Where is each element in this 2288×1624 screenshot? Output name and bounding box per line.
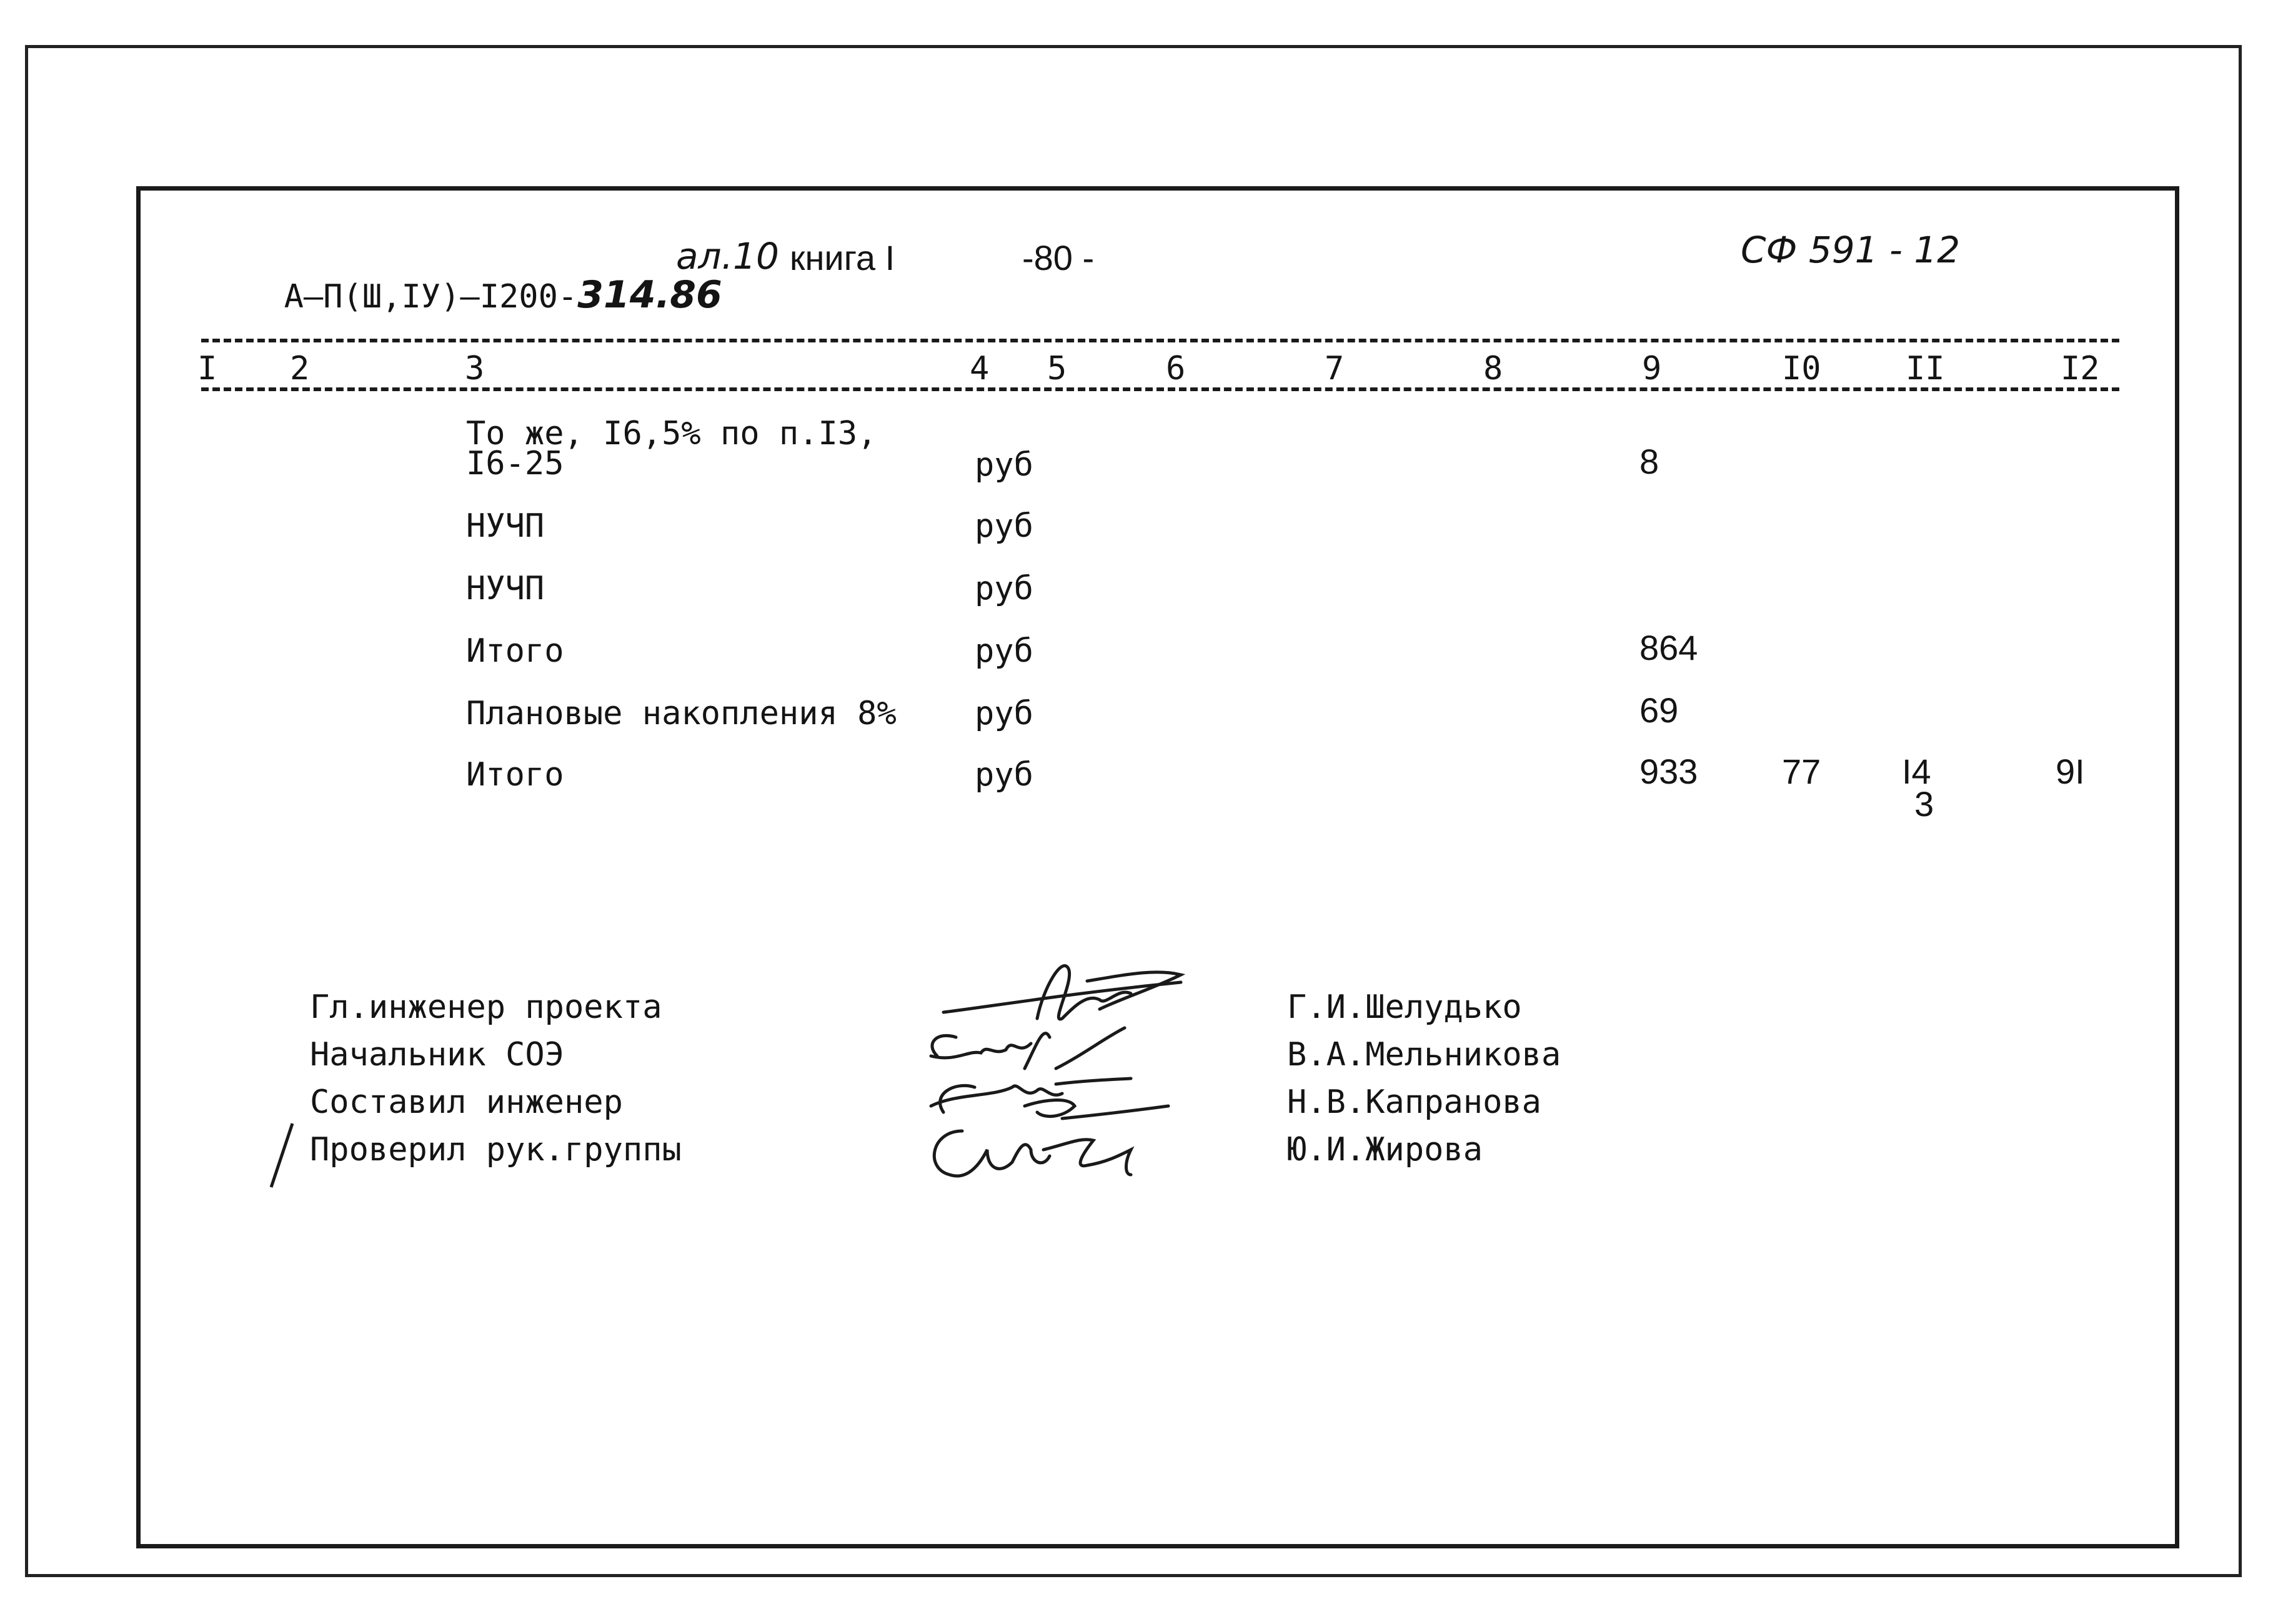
row-4-unit: руб <box>975 632 1033 670</box>
row-1-col9: 8 <box>1639 442 1659 481</box>
col-header-9: 9 <box>1642 350 1662 387</box>
row-2-name: НУЧП <box>466 507 545 545</box>
row-6-name: Итого <box>466 756 564 794</box>
row-6-col10: 77 <box>1782 752 1821 791</box>
header-dash-bottom <box>201 387 2119 391</box>
col-header-8: 8 <box>1483 350 1503 387</box>
row-5-unit: руб <box>975 695 1033 732</box>
signer-1-role: Гл.инженер проекта <box>310 989 662 1026</box>
col-header-2: 2 <box>290 350 310 387</box>
row-3-name: НУЧП <box>466 570 545 607</box>
stamp-number: СФ 591 - 12 <box>1741 229 1961 271</box>
row-6-col11: I4 <box>1902 752 1931 791</box>
row-4-name: Итого <box>466 632 564 670</box>
col-header-11: II <box>1906 350 1945 387</box>
row-1-name-line1: То же, I6,5% по п.I3, <box>466 415 877 452</box>
col-header-3: 3 <box>465 350 485 387</box>
header-dash-top <box>201 339 2119 342</box>
row-5-name: Плановые накопления 8% <box>466 695 897 732</box>
col-header-5: 5 <box>1047 350 1067 387</box>
signatures-handwritten-icon <box>918 950 1193 1200</box>
row-6-col11-sub: 3 <box>1914 784 1934 824</box>
col-header-1: I <box>197 350 217 387</box>
document-code-handwritten: 314.86 <box>577 273 722 317</box>
document-code-prefix: А–П(Ш,IУ)–I200- <box>284 278 578 316</box>
page-number: -80 - <box>1022 238 1095 277</box>
album-number: ал.10 <box>676 235 779 277</box>
check-slash-mark <box>262 1118 300 1193</box>
row-2-unit: руб <box>975 507 1033 545</box>
row-5-col9: 69 <box>1639 690 1679 730</box>
col-header-6: 6 <box>1166 350 1186 387</box>
row-6-col12: 9I <box>2056 752 2085 791</box>
signer-3-name: Н.В.Капранова <box>1287 1083 1541 1121</box>
col-header-7: 7 <box>1325 350 1345 387</box>
book-label: книга I <box>790 238 895 277</box>
signer-2-name: В.А.Мельникова <box>1287 1036 1561 1074</box>
document-code <box>245 239 722 316</box>
signer-2-role: Начальник СОЭ <box>310 1036 564 1074</box>
signer-1-name: Г.И.Шелудько <box>1287 989 1522 1026</box>
col-header-12: I2 <box>2061 350 2100 387</box>
signer-4-role: Проверил рук.группы <box>310 1131 682 1168</box>
row-4-col9: 864 <box>1639 628 1698 667</box>
row-3-unit: руб <box>975 570 1033 607</box>
signer-3-role: Составил инженер <box>310 1083 623 1121</box>
row-1-name-line2: I6-25 <box>466 445 564 482</box>
signer-4-name: Ю.И.Жирова <box>1287 1131 1483 1168</box>
col-header-4: 4 <box>970 350 990 387</box>
row-6-col9: 933 <box>1639 752 1698 791</box>
row-6-unit: руб <box>975 756 1033 794</box>
row-1-unit: руб <box>975 446 1033 484</box>
col-header-10: I0 <box>1782 350 1821 387</box>
